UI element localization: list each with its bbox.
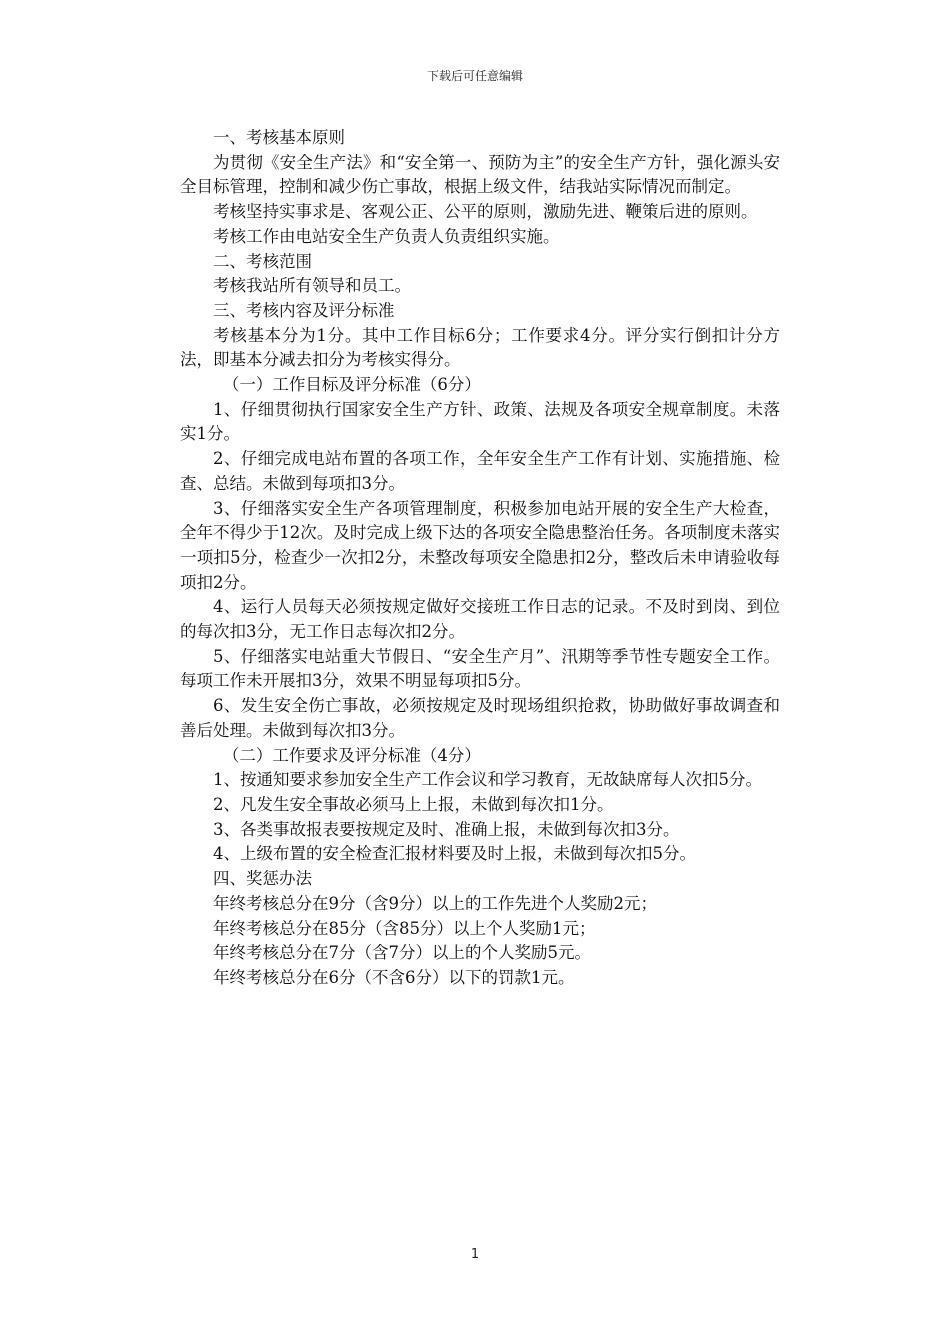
paragraph-scope: 考核我站所有领导和员工。 <box>213 276 411 296</box>
section-heading-content: 三、考核内容及评分标准 <box>213 300 395 320</box>
paragraph-purpose: 为贯彻《安全生产法》和“安全第一、预防为主”的安全生产方针，强化源头安全目标管理，控制和减少伤亡事故，根据上级文件，结我站实际情况而制定。 <box>180 152 780 197</box>
list-item-requirement-1: 1、按通知要求参加安全生产工作会议和学习教育，无故缺席每人次扣5分。 <box>213 770 762 790</box>
subsection-heading-requirements: （二）工作要求及评分标准（4分） <box>222 745 481 765</box>
list-item-goal-4: 4、运行人员每天必须按规定做好交接班工作日志的记录。不及时到岗、到位的每次扣3分，无工作日志每次扣2分。 <box>180 597 780 642</box>
page-number: 1 <box>470 1247 480 1262</box>
list-item-goal-6: 6、发生安全伤亡事故，必须按规定及时现场组织抢救，协助做好事故调查和善后处理。未做到每次扣3分。 <box>180 696 780 740</box>
paragraph-principle: 考核坚持实事求是、客观公正、公平的原则，激励先进、鞭策后进的原则。 <box>213 202 758 222</box>
paragraph-responsibility: 考核工作由电站安全生产负责人负责组织实施。 <box>213 226 560 246</box>
section-heading-rewards: 四、奖惩办法 <box>213 869 312 889</box>
page-header: 下载后可任意编辑 <box>426 69 523 83</box>
paragraph-penalty: 年终考核总分在6分（不含6分）以下的罚款1元。 <box>213 967 575 987</box>
paragraph-reward-3: 年终考核总分在7分（含7分）以上的个人奖励5元。 <box>213 943 591 963</box>
list-item-goal-2: 2、仔细完成电站布置的各项工作，全年安全生产工作有计划、实施措施、检查、总结。未做到每项扣3分。 <box>180 449 780 493</box>
section-heading-principles: 一、考核基本原则 <box>213 128 345 147</box>
document-body <box>180 126 780 991</box>
list-item-requirement-4: 4、上级布置的安全检查汇报材料要及时上报，未做到每次扣5分。 <box>213 844 696 864</box>
list-item-requirement-3: 3、各类事故报表要按规定及时、准确上报，未做到每次扣3分。 <box>213 819 680 839</box>
paragraph-base-score: 考核基本分为1分。其中工作目标6分；工作要求4分。评分实行倒扣计分方法，即基本分减去扣分为考核实得分。 <box>180 325 780 370</box>
paragraph-reward-1: 年终考核总分在9分（含9分）以上的工作先进个人奖励2元； <box>213 893 657 913</box>
section-heading-scope: 二、考核范围 <box>213 251 312 271</box>
paragraph-reward-2: 年终考核总分在85分（含85分）以上个人奖励1元； <box>213 918 596 938</box>
list-item-goal-1: 1、仔细贯彻执行国家安全生产方针、政策、法规及各项安全规章制度。未落实1分。 <box>180 399 780 444</box>
list-item-goal-5: 5、仔细落实电站重大节假日、“安全生产月”、汛期等季节性专题安全工作。每项工作未开展扣3分，效果不明显每项扣5分。 <box>180 646 780 691</box>
subsection-heading-goals: （一）工作目标及评分标准（6分） <box>222 375 481 395</box>
list-item-goal-3: 3、仔细落实安全生产各项管理制度，积极参加电站开展的安全生产大检查，全年不得少于12次。及时完成上级下达的各项安全隐患整治任务。各项制度未落实一项扣5分，检查少一次扣2分，未整改每项安全隐患扣2分，整改后未申请验收每项扣2分。 <box>180 498 780 592</box>
list-item-requirement-2: 2、凡发生安全事故必须马上上报，未做到每次扣1分。 <box>213 794 614 814</box>
